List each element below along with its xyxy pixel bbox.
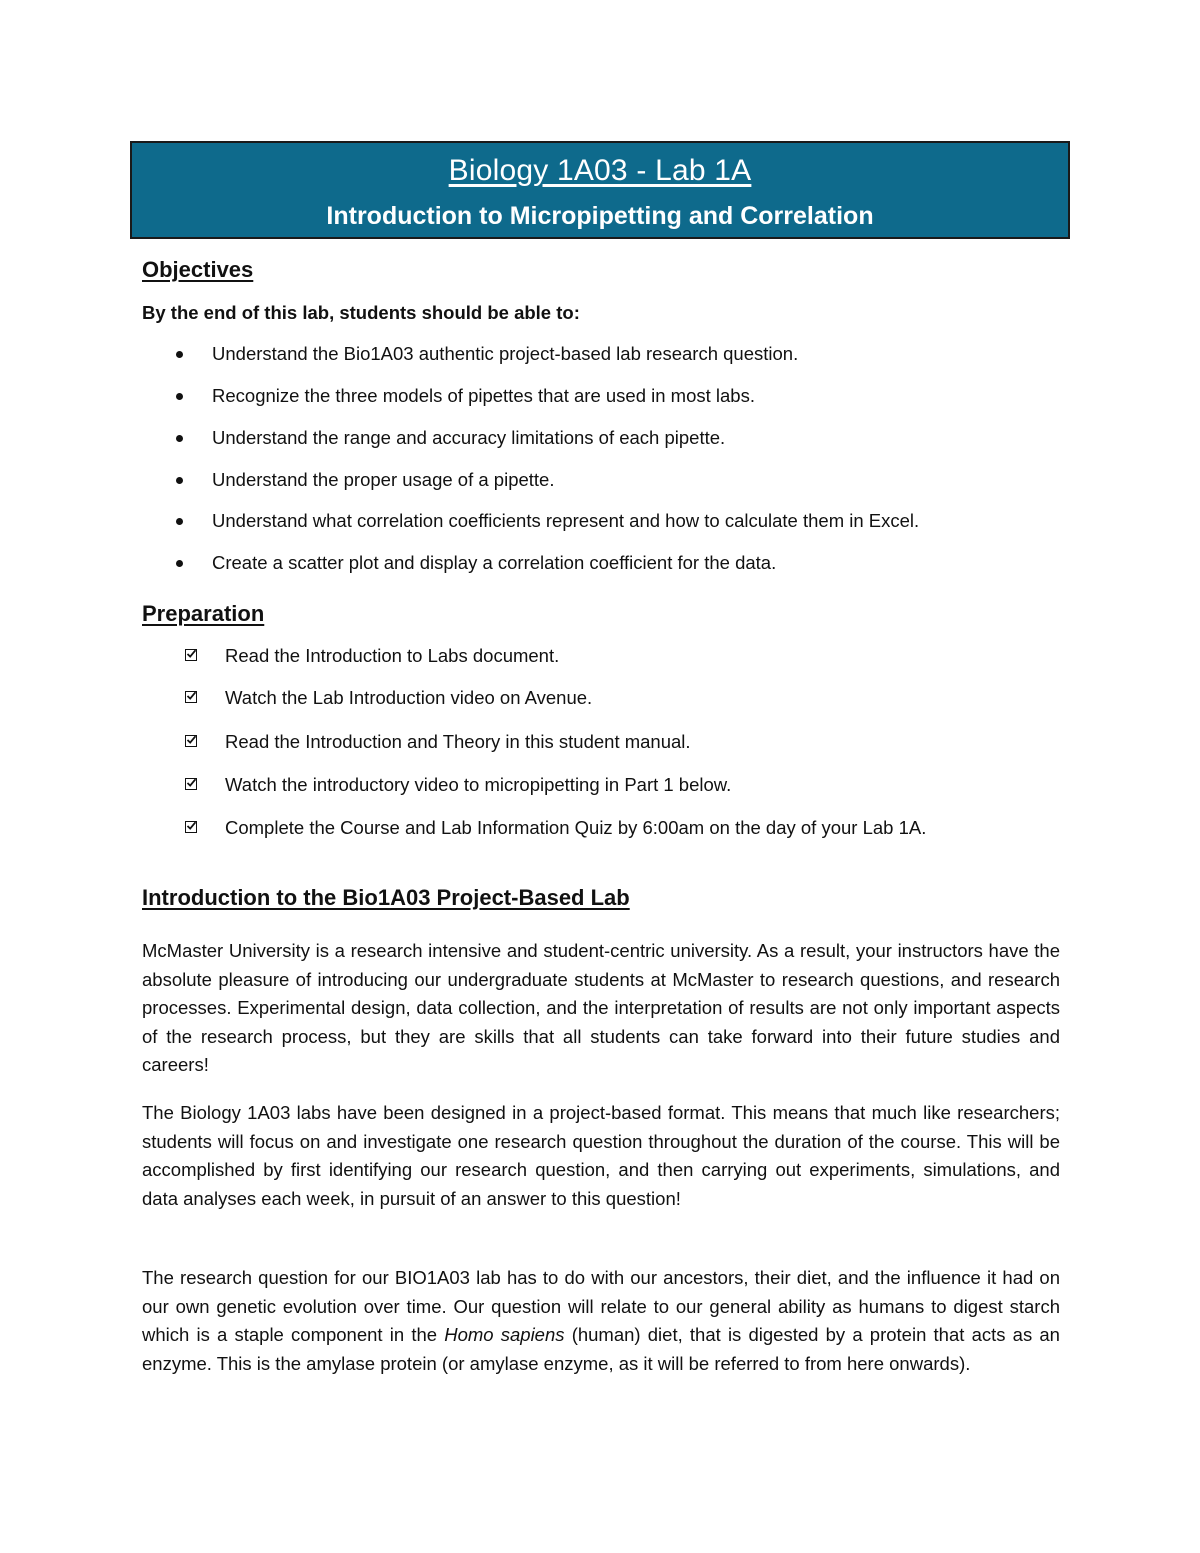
introduction-paragraph-2: The Biology 1A03 labs have been designed in a project-based format. This means that much like researchers; students will focus on and investigate one research question throughout the duration of the course. This will be accomplished by first identifying our research question, and then carrying out experiments, simulations, and data analyses each week, in pursuit of an answer to this question! xyxy=(142,1102,1060,1209)
preparation-text: Read the Introduction to Labs document. xyxy=(225,645,560,666)
objective-text: Understand what correlation coefficients represent and how to calculate them in Excel. xyxy=(212,510,920,531)
objective-text: Recognize the three models of pipettes that are used in most labs. xyxy=(212,385,755,406)
objective-text: Create a scatter plot and display a correlation coefficient for the data. xyxy=(212,552,777,573)
bullet-icon xyxy=(176,518,183,525)
checked-box-icon xyxy=(185,778,197,790)
list-item xyxy=(0,730,1000,756)
preparation-text: Complete the Course and Lab Information Quiz by 6:00am on the day of your Lab 1A. xyxy=(225,817,927,838)
title-banner xyxy=(130,141,1070,239)
introduction-paragraph-3 xyxy=(142,1264,1060,1378)
introduction-paragraph-1: McMaster University is a research intensive and student-centric university. As a result, your instructors have the absolute pleasure of introducing our undergraduate students at McMaster to research questions, and research processes. Experimental design, data collection, and the interpretation of results are not only important aspects of the research process, but they are skills that all students can take forward into their future studies and careers! xyxy=(142,940,1060,1076)
list-item xyxy=(0,426,1000,452)
paragraph-text: (human) diet, that is digested by a protein that acts as an enzyme. This is the amylase protein (or amylase enzyme, as it will be referred to from here onwards). xyxy=(142,1324,1060,1374)
document-subtitle: Introduction to Micropipetting and Correlation xyxy=(326,202,874,230)
preparation-text: Watch the Lab Introduction video on Avenue. xyxy=(225,687,593,708)
introduction-heading: Introduction to the Bio1A03 Project-Based Lab xyxy=(142,885,630,910)
checked-box-icon xyxy=(185,821,197,833)
list-item xyxy=(0,773,1000,799)
bullet-icon xyxy=(176,435,183,442)
preparation-heading: Preparation xyxy=(142,601,265,626)
species-name: Homo sapiens xyxy=(444,1324,565,1346)
objectives-heading: Objectives xyxy=(142,257,254,282)
preparation-text: Watch the introductory video to micropipetting in Part 1 below. xyxy=(225,774,732,795)
checked-box-icon xyxy=(185,691,197,703)
preparation-text: Read the Introduction and Theory in this student manual. xyxy=(225,731,691,752)
objectives-intro: By the end of this lab, students should be able to: xyxy=(142,302,580,323)
list-item xyxy=(0,509,1000,535)
bullet-icon xyxy=(176,477,183,484)
objective-text: Understand the proper usage of a pipette. xyxy=(212,469,555,490)
bullet-icon xyxy=(176,393,183,400)
bullet-icon xyxy=(176,560,183,567)
objective-text: Understand the Bio1A03 authentic project-based lab research question. xyxy=(212,343,799,364)
objective-text: Understand the range and accuracy limitations of each pipette. xyxy=(212,427,726,448)
list-item xyxy=(0,468,1000,494)
list-item xyxy=(0,342,1000,368)
checked-box-icon xyxy=(185,649,197,661)
bullet-icon xyxy=(176,351,183,358)
list-item xyxy=(0,551,1000,577)
list-item xyxy=(0,384,1000,410)
list-item xyxy=(0,644,1000,670)
list-item xyxy=(0,686,1000,712)
paragraph-text: The research question for our BIO1A03 lab has to do with our ancestors, their diet, and the influence it had on our own genetic evolution over time. Our question will relate to our general ability as humans to digest starch which is a staple component in the xyxy=(142,1267,1060,1346)
list-item xyxy=(0,816,1000,842)
checked-box-icon xyxy=(185,735,197,747)
document-title: Biology 1A03 - Lab 1A xyxy=(448,154,752,187)
